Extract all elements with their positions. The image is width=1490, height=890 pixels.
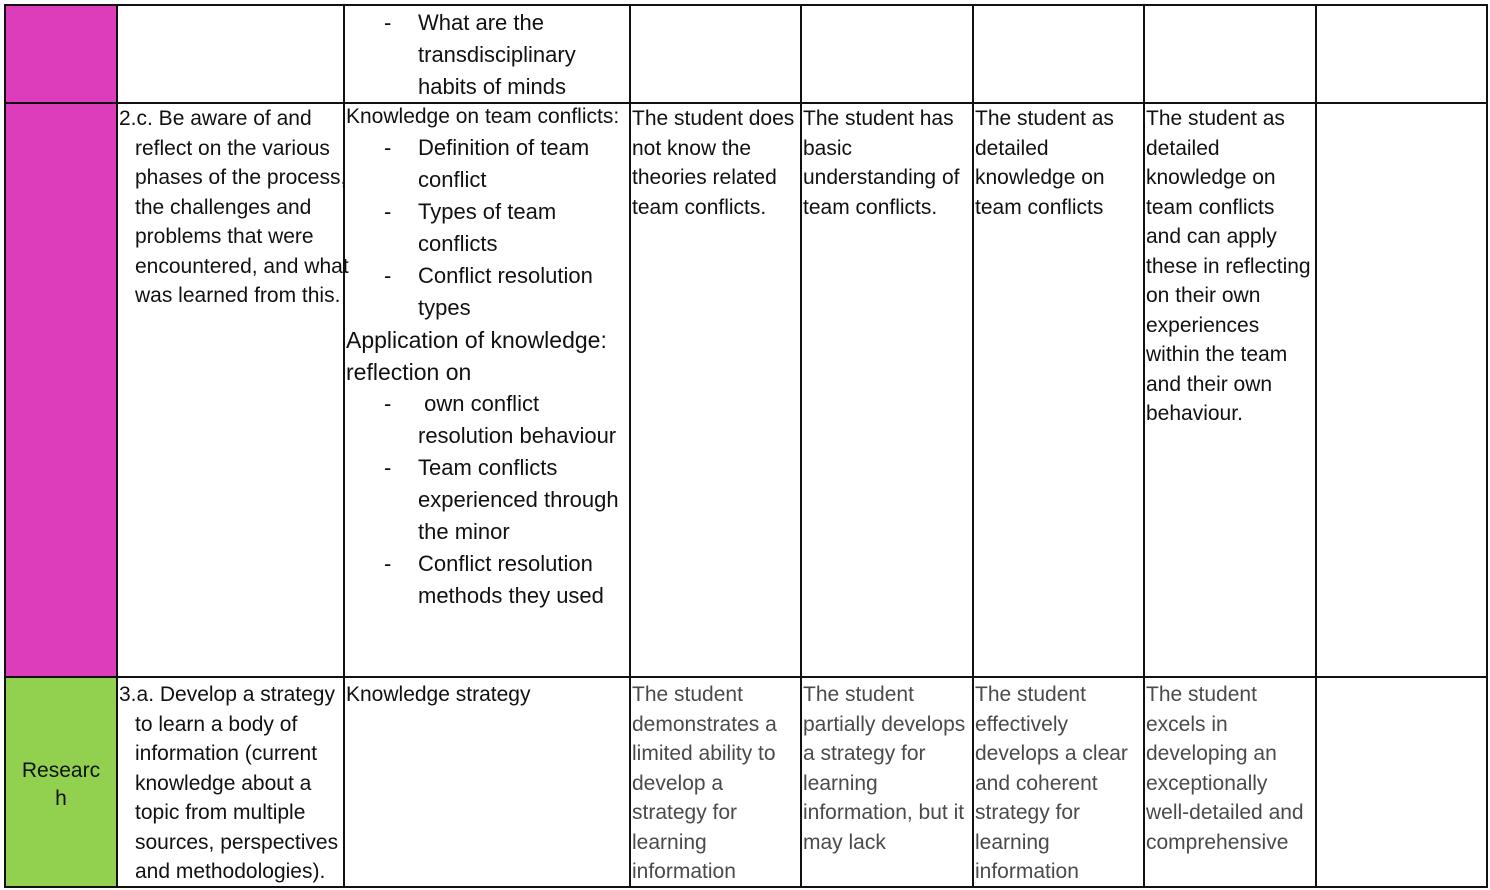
level-2-cell: The student partially develops a strategy for learning information, but it may lack (803, 683, 966, 854)
list-item: - Definition of team conflict (384, 135, 590, 192)
top-content-cell (346, 7, 626, 103)
level-1-cell: The student does not know the theories related team conflicts. (632, 107, 795, 219)
border-line (4, 4, 1488, 6)
category-label-research: Researc h (21, 759, 101, 810)
content-intro: Knowledge on team conflicts: (346, 105, 620, 128)
level-2-cell: The student has basic understanding of team conflicts. (803, 107, 960, 219)
list-item: - What are the transdisciplinary habits of minds (384, 10, 576, 99)
content-mid: Application of knowledge: reflection on (346, 327, 607, 385)
list-item: - Team conflicts experienced through the minor (384, 455, 619, 544)
category-band-magenta (6, 4, 116, 676)
content-cell (346, 102, 628, 612)
border-line (4, 676, 1488, 678)
list-item: - Conflict resolution methods they used (384, 551, 604, 608)
border-line (972, 4, 974, 888)
level-3-cell: The student as detailed knowledge on team conflicts (975, 107, 1114, 219)
border-line (116, 4, 118, 888)
level-4-cell: The student excels in developing an exceptionally well-detailed and comprehensive (1146, 683, 1304, 854)
content-cell: Knowledge strategy (346, 683, 531, 706)
border-line (1486, 4, 1488, 888)
level-1-cell: The student demonstrates a limited ability to develop a strategy for learning information (632, 683, 777, 883)
criterion-cell: 2.c. Be aware of and reflect on the various phases of the process, the challenges and problems that were encountered, and what was learned from this. (119, 107, 349, 307)
criterion-cell: 3.a. Develop a strategy to learn a body of information (current knowledge about a topic from multiple sources, perspectives and methodologies). (119, 683, 339, 883)
level-3-cell: The student effectively develops a clear and coherent strategy for learning information (975, 683, 1128, 883)
border-line (1315, 4, 1317, 888)
border-line (1143, 4, 1145, 888)
list-item: - own conflict resolution behaviour (384, 391, 617, 448)
border-line (629, 4, 631, 888)
border-line (800, 4, 802, 888)
list-item: - Conflict resolution types (384, 263, 593, 320)
border-line (4, 4, 6, 888)
level-4-cell: The student as detailed knowledge on team conflicts and can apply these in reflecting on their own experiences within the team and their own behaviour. (1146, 107, 1311, 425)
list-item: - Types of team conflicts (384, 199, 557, 256)
